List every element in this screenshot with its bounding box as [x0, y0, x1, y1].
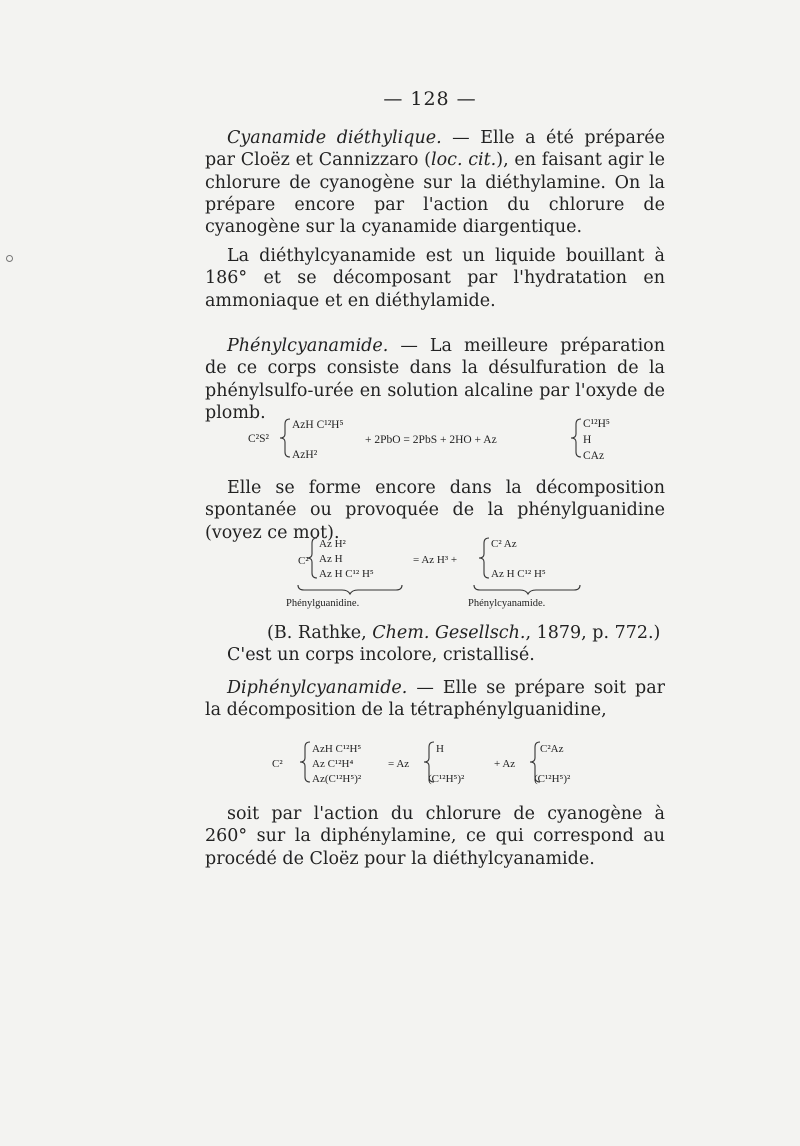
formula-left-1: AzH C¹²H⁵: [312, 743, 362, 755]
paragraph-text: soit par l'action du chlorure de cyanogène à 260° sur la diphénylamine, ce qui correspond au procédé de Cloëz pour la diéthylcyanamide.: [205, 804, 665, 869]
formula-right-1: C² Az: [491, 538, 517, 550]
under-brace-left: [298, 585, 402, 594]
formula-group-top: AzH C¹²H⁵: [292, 419, 344, 431]
paragraph-cyanamide-diethylique: [205, 127, 665, 238]
formula-right-mid: H: [583, 434, 592, 446]
formula-left-3: Az H C¹² H⁵: [319, 568, 374, 580]
citation-close: , 1879, p. 772.): [525, 623, 661, 643]
paragraph-boiling-point: [205, 245, 665, 312]
formula-prefix: C²: [272, 758, 283, 770]
citation-block: [205, 622, 665, 667]
formula-phenylguanidine: [280, 530, 600, 610]
label-phenylcyanamide: Phénylcyanamide.: [468, 598, 546, 609]
paragraph-text: ), en faisant agir le chlorure de cyanogène sur la diéthylamine. On la prépare encore par l'action du chlorure de cyanogène sur la cyanamide diargentique.: [205, 150, 665, 238]
formula-left-2: Az C¹²H⁴: [312, 758, 354, 770]
paragraph-diphenylamine: [205, 803, 665, 870]
formula-prefix: C²S²: [248, 433, 269, 445]
citation-open: (B. Rathke,: [267, 623, 373, 643]
formula-desulfuration: [238, 408, 628, 468]
formula-right-1: C²Az: [540, 743, 564, 755]
section-title: Diphénylcyanamide.: [227, 678, 408, 698]
paragraph-text: — Elle se prépare soit par la décomposition de la tétraphénylguanidine,: [205, 678, 665, 721]
citation-journal: Chem. Gesellsch.: [372, 623, 526, 643]
formula-eq: = Az: [388, 758, 410, 770]
margin-dot: [6, 255, 13, 262]
paragraph-text: La diéthylcyanamide est un liquide bouillant à 186° et se décomposant par l'hydratation en ammoniaque et en diéthylamide.: [205, 246, 665, 311]
formula-right-bottom: CAz: [583, 450, 605, 462]
loc-cit: loc. cit.: [431, 150, 497, 171]
section-title: Phénylcyanamide.: [227, 336, 389, 356]
formula-left-3: Az(C¹²H⁵)²: [312, 773, 362, 785]
formula-left-1: Az H²: [319, 538, 346, 550]
paragraph-text: — Elle a été préparée par Cloëz et Cannizzaro (: [205, 128, 665, 171]
left-brace: [300, 742, 310, 782]
paragraph-text: Elle se forme encore dans la décomposition spontanée ou provoquée de la phénylguanidine (voyez ce mot).: [205, 478, 665, 543]
formula-right-3: (C¹²H⁵)²: [534, 773, 571, 785]
formula-right-3: Az H C¹² H⁵: [491, 568, 546, 580]
formula-plus-az: + Az: [494, 758, 516, 770]
formula-left-2: Az H: [319, 553, 343, 565]
formula-mid-3: (C¹²H⁵)²: [428, 773, 465, 785]
label-phenylguanidine: Phénylguanidine.: [286, 598, 360, 609]
formula-prefix: C²: [298, 555, 309, 567]
formula-middle: = Az H³ +: [413, 554, 458, 566]
page-number: — 128 —: [383, 88, 477, 110]
citation-line2: C'est un corps incolore, cristallisé.: [227, 645, 535, 666]
paragraph-diphenylcyanamide: [205, 677, 665, 722]
left-brace: [307, 538, 317, 578]
formula-group-bottom: AzH²: [292, 449, 318, 461]
right-brace: [479, 538, 489, 578]
under-brace-right: [474, 585, 580, 594]
right-brace: [571, 419, 581, 457]
paragraph-text: — La meilleure préparation de ce corps consiste dans la désulfuration de la phénylsulfo-urée en solution alcaline par l'oxyde de plomb.: [205, 336, 665, 423]
formula-tetraphenylguanidine: [268, 736, 598, 786]
formula-mid-1: H: [436, 743, 444, 755]
formula-right-top: C¹²H⁵: [583, 418, 610, 430]
section-title: Cyanamide diéthylique.: [227, 128, 442, 148]
formula-middle: + 2PbO = 2PbS + 2HO + Az: [365, 434, 497, 446]
left-brace: [280, 419, 290, 457]
